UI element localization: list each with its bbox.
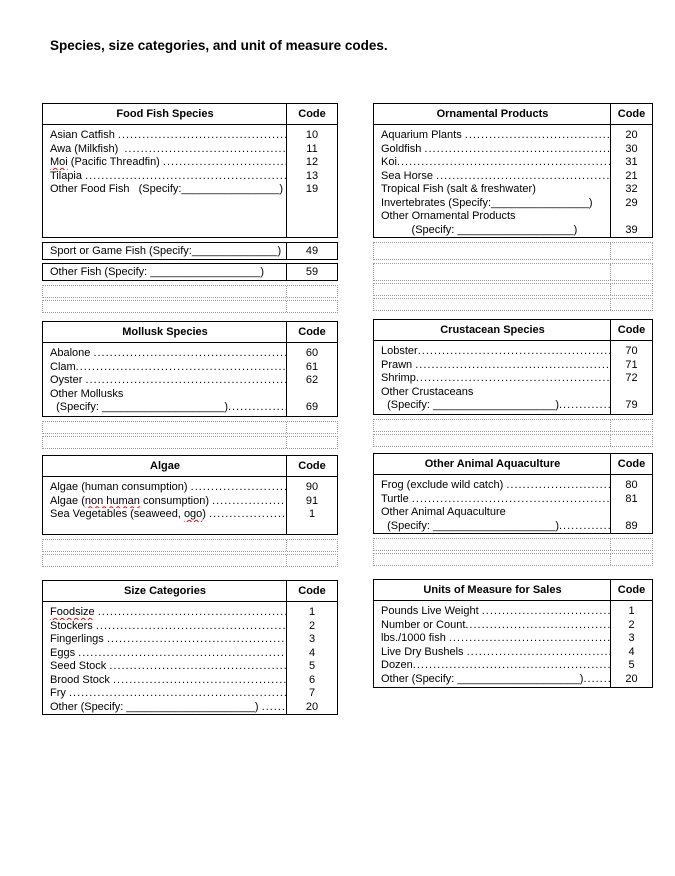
row-code: 10 (305, 129, 319, 141)
code-column-header: Code (298, 585, 326, 597)
table-row (43, 660, 337, 674)
row-label: lbs./1000 fish ..... (374, 632, 611, 646)
row-code: 13 (305, 169, 319, 182)
row-label: Seed Stock ..... (43, 660, 287, 674)
table-header (374, 580, 652, 601)
empty-grid-row (373, 553, 653, 566)
table-row (374, 224, 652, 238)
table-size-categories (42, 580, 338, 715)
table-row (374, 632, 652, 646)
row-code (611, 506, 652, 520)
table-row (374, 345, 652, 359)
row-label: Other Food Fish (Specify:________________) (50, 183, 283, 195)
row-label: Other (Specify: _____________________) ..... (43, 701, 287, 715)
row-label: Asian Catfish ..... (43, 129, 287, 143)
misspelled-word: non human (84, 494, 140, 507)
row-label: Number or Count ..... (374, 619, 611, 633)
table-row (43, 347, 337, 361)
row-code: 80 (625, 479, 638, 491)
row-code: 29 (625, 196, 638, 209)
empty-grid-row (42, 285, 338, 298)
row-sport-or-game-fish (42, 242, 338, 260)
table-title: Size Categories (124, 585, 206, 597)
dot-leader (212, 495, 287, 509)
dot-leader (506, 479, 611, 493)
table-row (374, 210, 652, 224)
table-row (374, 605, 652, 619)
table-row (43, 361, 337, 375)
dot-leader (209, 508, 287, 522)
table-title: Food Fish Species (116, 108, 214, 120)
empty-grid-row (373, 419, 653, 432)
table-units-of-measure-for-sales (373, 579, 653, 688)
row-code: 20 (625, 129, 638, 141)
table-row (374, 479, 652, 493)
dot-leader (416, 372, 611, 386)
code-column-header: Code (298, 326, 326, 338)
table-row (43, 647, 337, 661)
row-code: 5 (308, 660, 316, 672)
table-body (43, 125, 337, 237)
row-code: 81 (625, 492, 638, 505)
row-label: Turtle ..... (374, 493, 611, 507)
row-label: Fry ..... (43, 687, 287, 701)
empty-grid-row (373, 298, 653, 311)
table-body (374, 341, 652, 414)
table-body (43, 477, 337, 534)
row-code: 70 (625, 345, 638, 357)
code-column-header: Code (617, 324, 646, 336)
row-code: 4 (628, 645, 635, 658)
dot-leader (163, 156, 287, 170)
row-label: Fingerlings ..... (43, 633, 287, 647)
table-other-animal-aquaculture (373, 453, 653, 534)
table-row (374, 170, 652, 184)
row-label: Stockers ..... (43, 620, 287, 634)
dot-leader (118, 129, 287, 143)
row-other-fish (42, 263, 338, 281)
table-row (374, 129, 652, 143)
dot-leader (85, 374, 287, 388)
dot-leader (436, 170, 611, 184)
row-label: Live Dry Bushels ..... (374, 646, 611, 660)
table-row (374, 646, 652, 660)
row-label: Invertebrates (Specify:________________) (381, 196, 593, 209)
empty-grid-row (42, 436, 338, 449)
code-column-header: Code (298, 460, 326, 472)
table-row (374, 659, 652, 673)
dot-leader (424, 143, 611, 157)
row-label: Other Animal Aquaculture (381, 506, 506, 518)
dot-leader (191, 481, 287, 495)
empty-grid-row (373, 434, 653, 447)
row-label: Other (Specify: ____________________) ..... (374, 673, 611, 687)
table-row (374, 156, 652, 170)
table-row (374, 520, 652, 534)
table-row (43, 495, 337, 509)
table-row (374, 386, 652, 400)
table-row (374, 673, 652, 687)
dot-leader (412, 493, 611, 507)
table-row (43, 620, 337, 634)
table-header (374, 320, 652, 341)
row-label: Eggs ..... (43, 647, 287, 661)
row-code: 49 (305, 245, 319, 257)
dot-leader (559, 520, 611, 534)
row-code: 30 (625, 142, 638, 155)
dot-leader (413, 659, 611, 673)
table-row (43, 388, 337, 402)
table-row (43, 633, 337, 647)
row-label: Frog (exclude wild catch) ..... (374, 479, 611, 493)
row-code: 62 (305, 374, 319, 386)
tables-area (42, 103, 653, 715)
row-code: 69 (305, 401, 319, 413)
dot-leader (465, 129, 611, 143)
row-code: 20 (305, 700, 319, 713)
dot-leader (96, 620, 287, 634)
row-code: 32 (625, 183, 638, 195)
empty-grid-row (42, 421, 338, 434)
table-ornamental-products (373, 103, 653, 238)
row-code: 21 (625, 169, 638, 182)
table-body (374, 125, 652, 237)
dot-leader (109, 660, 287, 674)
page-title: Species, size categories, and unit of measure codes. (50, 38, 388, 53)
dot-leader (482, 605, 611, 619)
table-food-fish-species (42, 103, 338, 238)
empty-grid-row (42, 554, 338, 567)
row-code: 5 (628, 659, 635, 671)
table-row (374, 197, 652, 211)
table-header (43, 322, 337, 343)
dot-leader (124, 143, 287, 157)
table-row (374, 506, 652, 520)
row-label: Other Crustaceans (381, 385, 474, 398)
code-column-header: Code (617, 108, 646, 120)
table-header (43, 104, 337, 125)
dot-leader (113, 674, 287, 688)
row-code (611, 210, 652, 224)
table-row (43, 170, 337, 184)
table-row (43, 143, 337, 157)
dot-leader (93, 347, 287, 361)
right-column (373, 103, 653, 688)
table-body (374, 475, 652, 533)
dot-leader (107, 633, 287, 647)
row-label: Other Ornamental Products (381, 210, 516, 222)
empty-grid-row (373, 242, 653, 260)
row-code: 11 (306, 142, 318, 155)
misspelled-word: Moi (50, 156, 68, 168)
row-label: Abalone ..... (43, 347, 287, 361)
table-mollusk-species (42, 321, 338, 417)
dot-leader (559, 399, 611, 413)
row-code: 79 (625, 399, 638, 411)
row-label: Pounds Live Weight ..... (374, 605, 611, 619)
empty-grid-row (373, 283, 653, 296)
row-label: Tropical Fish (salt & freshwater) (381, 183, 536, 195)
row-label: Sea Vegetables (seaweed, ogo ) ..... (43, 508, 287, 522)
table-row (374, 359, 652, 373)
row-code (287, 388, 337, 402)
table-header (43, 581, 337, 602)
table-row (43, 129, 337, 143)
row-label: Aquarium Plants ..... (374, 129, 611, 143)
table-title: Mollusk Species (122, 326, 208, 338)
table-row (374, 493, 652, 507)
row-label: Oyster ..... (43, 374, 287, 388)
row-code: 59 (305, 266, 319, 278)
row-code: 4 (308, 646, 316, 659)
row-label: (Specify: ____________________) ..... (374, 520, 611, 534)
row-code: 90 (305, 481, 319, 493)
code-column-header: Code (617, 584, 646, 596)
table-row (43, 606, 337, 620)
dot-leader (449, 632, 611, 646)
empty-grid-row (42, 300, 338, 313)
row-code: 71 (625, 358, 638, 371)
row-label: Prawn ..... (374, 359, 611, 373)
left-column (42, 103, 338, 715)
row-label: Dozen ..... (374, 659, 611, 673)
table-crustacean-species (373, 319, 653, 415)
table-row (43, 156, 337, 170)
table-header (374, 454, 652, 475)
table-row (374, 399, 652, 413)
row-code: 72 (625, 372, 638, 384)
misspelled-word: ogo (183, 508, 203, 520)
table-title: Algae (150, 460, 180, 472)
row-label: Koi ..... (374, 156, 611, 170)
table-row (374, 143, 652, 157)
row-code: 31 (625, 156, 638, 168)
dot-leader (418, 345, 611, 359)
table-title: Other Animal Aquaculture (424, 458, 561, 470)
dot-leader (85, 170, 287, 184)
row-code: 7 (308, 687, 316, 699)
row-code: 20 (625, 672, 638, 685)
row-code: 1 (308, 606, 316, 618)
row-code: 39 (625, 223, 638, 236)
table-row (43, 687, 337, 701)
row-code: 19 (305, 183, 319, 195)
table-row (43, 374, 337, 388)
row-label: Algae (human consumption) ..... (43, 481, 287, 495)
table-body (374, 601, 652, 687)
table-row (43, 183, 337, 197)
row-code (611, 386, 652, 400)
table-row (374, 619, 652, 633)
table-row (43, 401, 337, 415)
row-label: Other Mollusks (50, 387, 124, 400)
table-body (43, 343, 337, 416)
row-label: Sport or Game Fish (Specify:______________) (50, 245, 282, 257)
empty-grid-row (42, 539, 338, 552)
row-label: Sea Horse ..... (374, 170, 611, 184)
table-row (374, 183, 652, 197)
dot-leader (415, 359, 611, 373)
misspelled-word: Foodsize (50, 606, 95, 618)
row-label: Shrimp ..... (374, 372, 611, 386)
table-row (43, 508, 337, 522)
dot-leader (397, 156, 611, 170)
empty-grid-row (373, 263, 653, 281)
row-label: Clam ..... (43, 361, 287, 375)
row-label (43, 606, 287, 620)
dot-leader (262, 701, 287, 715)
table-row (43, 701, 337, 715)
row-code: 2 (308, 619, 316, 632)
row-code: 1 (308, 508, 316, 520)
dot-leader (98, 606, 287, 620)
row-label: Moi (Pacific Threadfin) ..... (43, 156, 287, 170)
dot-leader (467, 646, 611, 660)
row-code: 2 (628, 618, 635, 631)
table-row (43, 674, 337, 688)
row-code: 91 (305, 494, 319, 507)
row-label: Algae ( non human consumption) ..... (43, 495, 287, 509)
dot-leader (465, 619, 611, 633)
row-label: Lobster ..... (374, 345, 611, 359)
dot-leader (69, 687, 287, 701)
row-code: 3 (308, 633, 316, 645)
row-label: Other Fish (Specify: __________________) (50, 266, 265, 278)
row-code: 60 (305, 347, 319, 359)
row-label: (Specify: ___________________) (381, 223, 578, 236)
table-title: Crustacean Species (440, 324, 545, 336)
dot-leader (583, 673, 611, 687)
row-label: (Specify: ____________________) ..... (374, 399, 611, 413)
row-label: Awa (Milkfish) ..... (43, 143, 287, 157)
table-body (43, 602, 337, 714)
table-title: Ornamental Products (436, 108, 549, 120)
table-header (43, 456, 337, 477)
table-row (43, 481, 337, 495)
row-label: Goldfish ..... (374, 143, 611, 157)
row-label: Tilapia ..... (43, 170, 287, 184)
row-code: 1 (628, 605, 635, 617)
row-code: 6 (308, 673, 316, 686)
row-code: 89 (625, 519, 638, 532)
code-column-header: Code (617, 458, 646, 470)
empty-grid-row (373, 538, 653, 551)
dot-leader (228, 401, 287, 415)
table-algae (42, 455, 338, 535)
table-row (374, 372, 652, 386)
table-header (374, 104, 652, 125)
row-code: 12 (305, 156, 319, 168)
dot-leader (76, 361, 287, 375)
row-label: Brood Stock ..... (43, 674, 287, 688)
table-title: Units of Measure for Sales (423, 584, 562, 596)
code-column-header: Code (298, 108, 326, 120)
row-code: 3 (628, 632, 635, 644)
row-label: (Specify: ____________________) ..... (43, 401, 287, 415)
row-code: 61 (305, 360, 319, 373)
dot-leader (78, 647, 287, 661)
